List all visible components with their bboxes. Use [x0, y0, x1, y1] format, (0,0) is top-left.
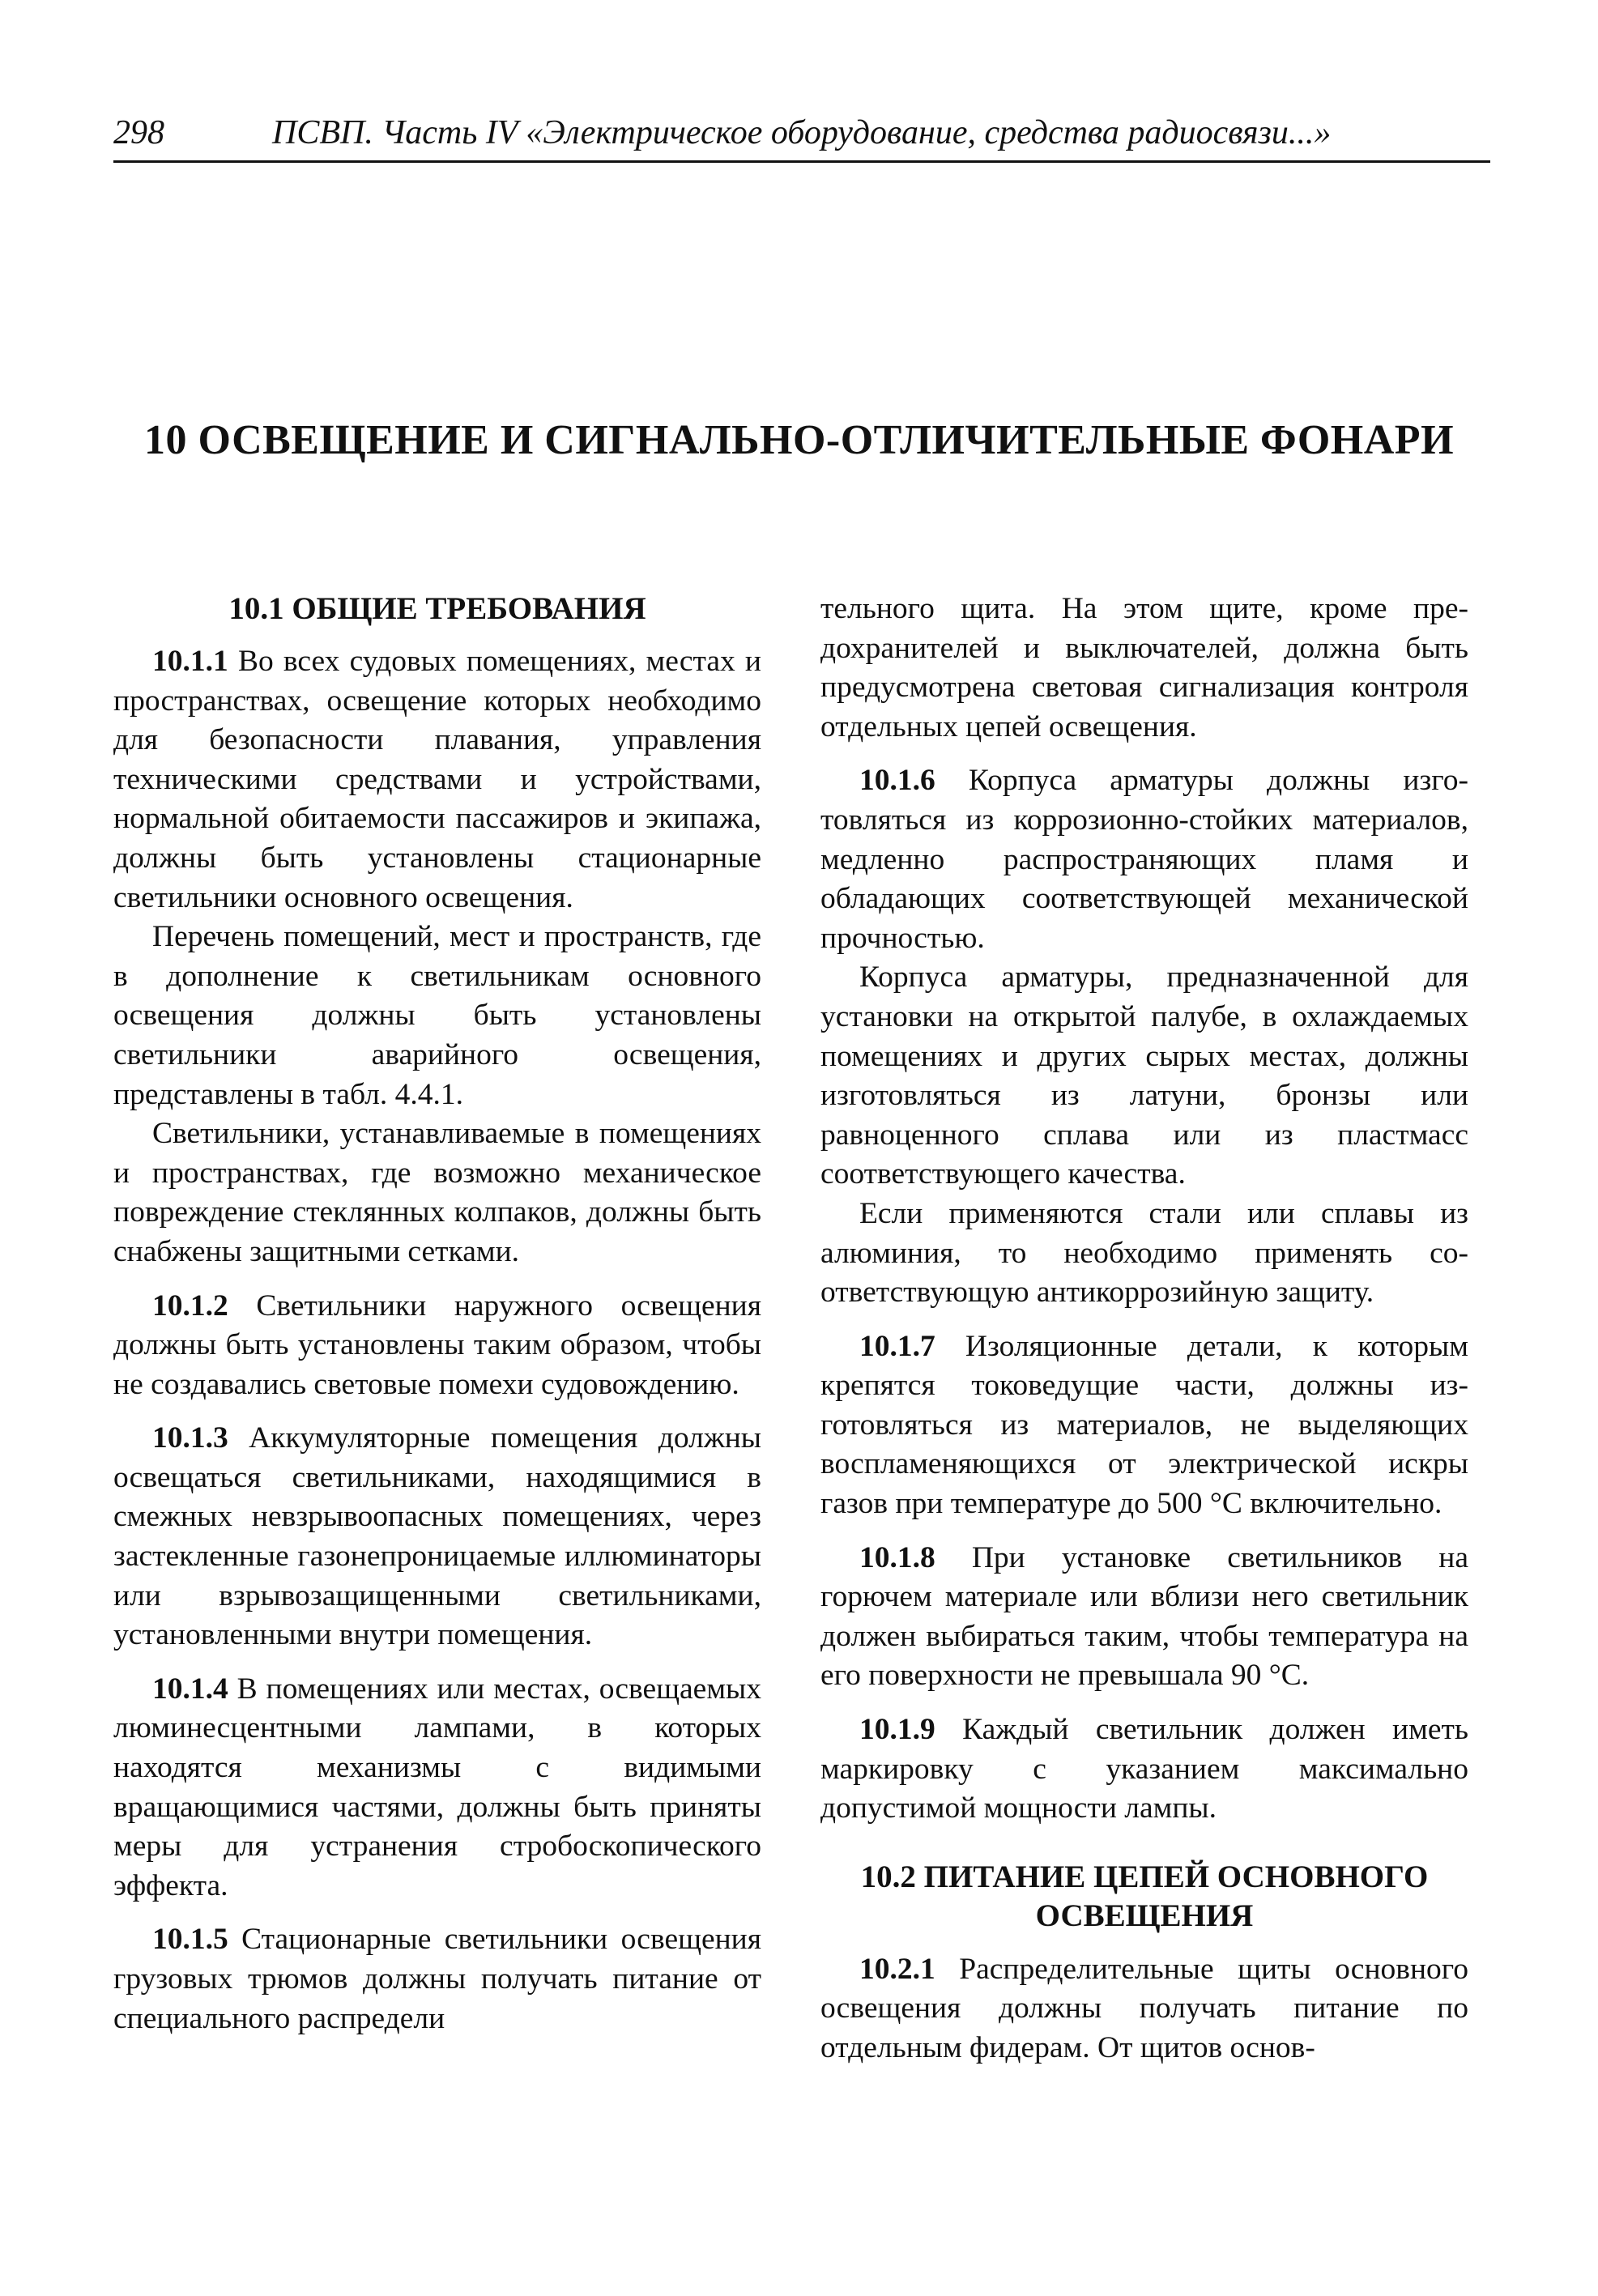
clause-10-1-5 — [113, 1920, 761, 2038]
clause-number: 10.1.8 — [859, 1540, 935, 1574]
clause-text: Корпуса арматуры должны изготовляться из коррозионно-стойких материалов, медленно распространяющих пламя и обладающих соответствующей механической прочностью. — [820, 764, 1468, 955]
paragraph-10-1-1-b: Перечень помещений, мест и пространств, где в дополнение к светильникам основного освещения должны быть установлены светильники аварийного освещения, представлены в табл. 4.4.1. — [113, 920, 761, 1111]
clause-text: Стационарные светильники освещения грузовых трюмов должны получать питание от специального распредели — [113, 1923, 761, 2035]
paragraph-10-1-6-b: Корпуса арматуры, предназначенной для установки на открытой палубе, в охлаждаемых помещениях и других сырых местах, должны изготовляться из латуни, бронзы или равноценного сплава или из пластмасс соответствующего качества. — [820, 961, 1468, 1191]
section-heading-line-2: ОСВЕЩЕНИЯ — [1035, 1898, 1254, 1933]
section-heading-10-2 — [820, 1858, 1468, 1936]
chapter-title: 10 ОСВЕЩЕНИЕ И СИГНАЛЬНО-ОТЛИЧИТЕЛЬНЫЕ ФОНАРИ — [143, 417, 1455, 463]
clause-text: Аккумуляторные помещения должны освещаться светильниками, находящимися в смежных невзрывоопасных помещениях, через застекленные газонепроницаемые иллюминаторы или взрывозащищенными светильниками, установленными внутри помещения. — [113, 1421, 761, 1652]
clause-text: При установке светильников на горючем материале или вблизи него светильник должен выбираться таким, чтобы температура на его поверхности не превышала 90 °С. — [820, 1540, 1468, 1693]
section-heading-line-1: 10.2 ПИТАНИЕ ЦЕПЕЙ ОСНОВНОГО — [860, 1859, 1429, 1894]
clause-number: 10.1.6 — [859, 764, 935, 798]
clause-10-1-3 — [113, 1419, 761, 1655]
clause-text: Распределительные щиты основного освещения должны получать питание по отдельным фидерам. От щитов основ- — [820, 1952, 1468, 2064]
clause-10-2-1 — [820, 1950, 1468, 2068]
clause-text: Светильники наружного освещения должны быть установлены таким образом, чтобы не создавались световые помехи судовождению. — [113, 1289, 761, 1401]
clause-number: 10.1.4 — [152, 1672, 228, 1706]
clause-10-1-8 — [820, 1539, 1468, 1696]
clause-number: 10.1.9 — [859, 1713, 935, 1747]
clause-text: Во всех судовых помещениях, местах и пространствах, освещение которых необходимо для безопасности плавания, управления техническими средствами и устройствами, нормальной обитаемости пассажиров и экипажа, должны быть установлены стационарные светильники основного освещения. — [113, 645, 761, 914]
clause-number: 10.1.2 — [152, 1289, 228, 1323]
clause-text: Изоляционные детали, к которым крепятся токоведущие части, должны изготовляться из материалов, не выделяющих воспламеняющихся от электрической искры газов при температуре до 500 °С включительно. — [820, 1329, 1468, 1521]
clause-10-1-9 — [820, 1710, 1468, 1829]
section-heading-10-1: 10.1 ОБЩИЕ ТРЕБОВАНИЯ — [228, 591, 646, 626]
clause-10-1-2 — [113, 1287, 761, 1405]
clause-number: 10.2.1 — [859, 1952, 935, 1986]
page-number: 298 — [113, 114, 164, 151]
running-head-title: ПСВП. Часть IV «Электрическое оборудование, средства радиосвязи...» — [272, 114, 1332, 151]
clause-number: 10.1.3 — [152, 1421, 228, 1455]
paragraph-10-1-1-c: Светильники, устанавливаемые в помещениях и пространствах, где возможно механическое повреждение стеклянных колпаков, должны быть снабжены защитными сетками. — [113, 1117, 761, 1268]
right-column — [820, 590, 1468, 2068]
clause-text: В помещениях или местах, освещаемых люминесцентными лампами, в которых находятся механизмы с видимыми вращающимися частями, должны быть приняты меры для устранения стробоскопического эффекта. — [113, 1672, 761, 1902]
clause-10-1-4 — [113, 1670, 761, 1906]
running-head — [113, 113, 1490, 163]
clause-number: 10.1.7 — [859, 1329, 935, 1363]
paragraph-10-1-6-c: Если применяются стали или сплавы из алюминия, то необходимо применять соответствующую антикоррозийную защиту. — [820, 1196, 1468, 1310]
clause-10-1-1 — [113, 642, 761, 918]
clause-number: 10.1.5 — [152, 1923, 228, 1957]
clause-10-1-7 — [820, 1327, 1468, 1524]
paragraph-10-1-5-continued: тельного щита. На этом щите, кроме предохранителей и выключателей, должна быть предусмотрена световая сигнализация контроля отдельных цепей освещения. — [820, 592, 1468, 743]
clause-number: 10.1.1 — [152, 645, 228, 678]
clause-10-1-6 — [820, 761, 1468, 958]
clause-text: Каждый светильник должен иметь маркировку с указанием максимально допустимой мощности лампы. — [820, 1713, 1468, 1825]
left-column — [113, 590, 761, 2038]
